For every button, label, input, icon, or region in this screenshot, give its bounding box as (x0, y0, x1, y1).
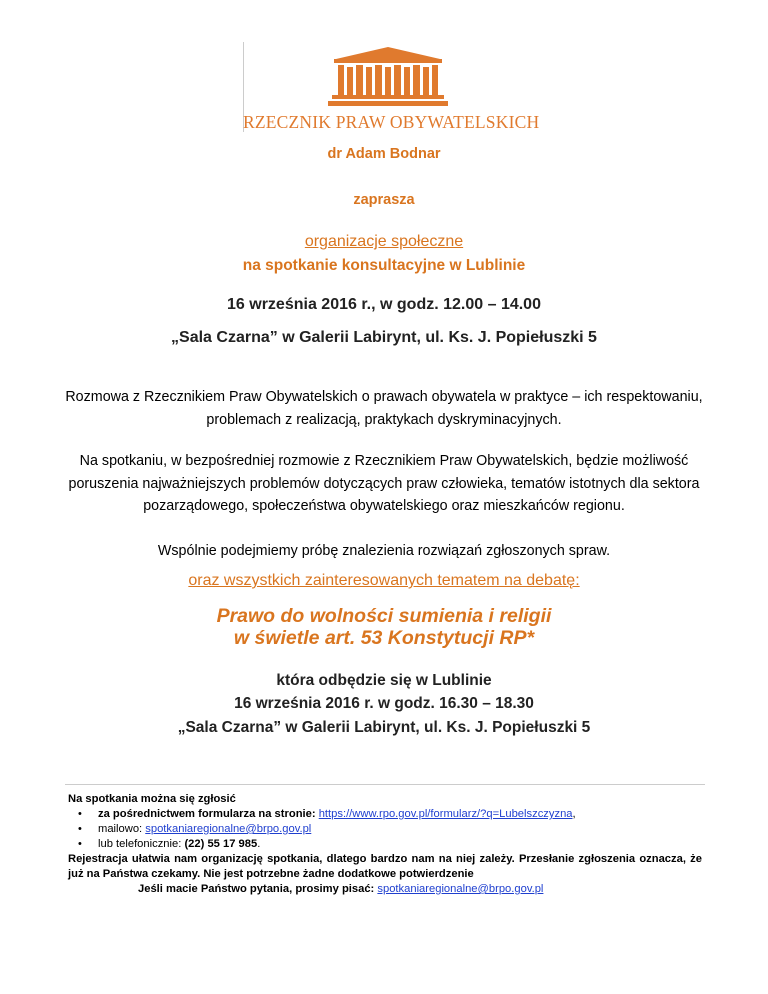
debate-place: „Sala Czarna” w Galerii Labirynt, ul. Ks. J. Popiełuszki 5 (177, 719, 591, 736)
host-invites: zaprasza (353, 192, 415, 208)
signup-option-form (68, 807, 702, 822)
meeting1-place: „Sala Czarna” w Galerii Labirynt, ul. Ks. J. Popiełuszki 5 (171, 329, 597, 346)
signup-option-phone (68, 837, 702, 852)
paragraph-about: Rozmowa z Rzecznikiem Praw Obywatelskich o prawach obywatela w praktyce – ich respektowaniu, problemach z realizacją, praktykach dyskryminacyjnych. (65, 389, 703, 428)
footer-divider (65, 784, 705, 785)
meeting1-title: na spotkanie konsultacyjne w Lublinie (242, 257, 526, 274)
audience-heading: organizacje społeczne (304, 233, 464, 250)
signup-options (68, 807, 702, 852)
registration-note: Rejestracja ułatwia nam organizację spotkania, dlatego bardzo nam na niej zależy. Przesłanie zgłoszenia oznacza, że już na Państwa czekamy. Nie jest potrzebne żadne dodatkowe potwierdzenie (68, 853, 702, 880)
meeting1-datetime: 16 września 2016 r., w godz. 12.00 – 14.00 (227, 296, 541, 313)
email-label: mailowo: (98, 823, 146, 835)
form-suffix: , (572, 808, 576, 820)
footer (68, 792, 702, 897)
questions-label: Jeśli macie Państwo pytania, prosimy pisać: (138, 883, 378, 895)
phone-label: lub telefonicznie: (98, 838, 185, 850)
debate-datetime: 16 września 2016 r. w godz. 16.30 – 18.30 (234, 695, 534, 712)
rpo-logo-icon (328, 45, 448, 109)
signup-option-email (68, 822, 702, 837)
questions-email-link[interactable]: spotkaniaregionalne@brpo.gov.pl (377, 883, 544, 895)
form-link[interactable]: https://www.rpo.gov.pl/formularz/?q=Lubelszczyzna (318, 808, 573, 820)
paragraph-solutions: Wspólnie podejmiemy próbę znalezienia rozwiązań zgłoszonych spraw. (157, 543, 611, 559)
questions-line (68, 882, 702, 897)
phone-number: (22) 55 17 985 (184, 838, 258, 850)
phone-suffix: . (257, 838, 261, 850)
debate-topic-line1: Prawo do wolności sumienia i religii (216, 605, 552, 627)
logo-wordmark: RZECZNIK PRAW OBYWATELSKICH (243, 112, 540, 132)
paragraph-details: Na spotkaniu, w bezpośredniej rozmowie z Rzecznikiem Praw Obywatelskich, będzie możliwość poruszenia najważniejszych problemów dotyczących praw człowieka, tematów istotnych dla sektora pozarządowego, społeczeństwa obywatelskiego oraz mieszkańców regionu. (68, 453, 700, 514)
debate-topic-line2: w świetle art. 53 Konstytucji RP* (233, 627, 535, 649)
debate-invite: oraz wszystkich zainteresowanych tematem na debatę: (188, 572, 580, 589)
form-label: za pośrednictwem formularza na stronie: (98, 808, 319, 820)
host-name: dr Adam Bodnar (327, 146, 441, 162)
signup-title: Na spotkania można się zgłosić (68, 793, 236, 805)
email-link[interactable]: spotkaniaregionalne@brpo.gov.pl (145, 823, 312, 835)
debate-where: która odbędzie się w Lublinie (276, 672, 492, 689)
